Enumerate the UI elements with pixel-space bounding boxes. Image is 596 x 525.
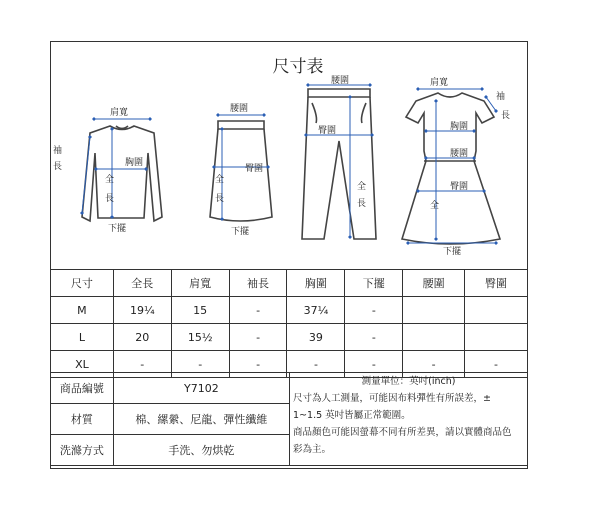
note-line: 1~1.5 英吋皆屬正常範圍。 <box>293 410 411 421</box>
table-cell: - <box>171 351 229 378</box>
table-cell: 15½ <box>171 324 229 351</box>
dress-chest-label: 胸圍 <box>450 122 469 132</box>
wash-value: 手洗、勿烘乾 <box>113 435 289 466</box>
skirt-hip-label: 臀圍 <box>245 164 264 174</box>
table-cell: 15 <box>171 297 229 324</box>
table-row <box>51 324 528 351</box>
dress-sleeve-label-2: 長 <box>501 111 511 121</box>
header-cell: 全長 <box>113 270 171 297</box>
table-cell: - <box>345 351 403 378</box>
table-cell: - <box>287 351 345 378</box>
table-cell: XL <box>51 351 114 378</box>
size-table <box>50 269 528 378</box>
table-cell: L <box>51 324 114 351</box>
table-header-row <box>51 270 528 297</box>
product-info-table <box>50 372 528 466</box>
product-code-label: 商品編號 <box>51 373 114 404</box>
pants-waist-label: 腰圍 <box>331 76 350 86</box>
table-cell: M <box>51 297 114 324</box>
top-shoulder-label: 肩寬 <box>110 108 129 118</box>
pants-waistband <box>308 89 370 97</box>
top-hem-label: 下擺 <box>108 224 127 234</box>
pants-length-label-2: 長 <box>357 199 367 209</box>
table-cell: - <box>345 297 403 324</box>
pants-length-label-1: 全 <box>357 182 367 192</box>
top-outline <box>82 126 162 221</box>
skirt-waistband <box>218 121 264 129</box>
product-code-value: Y7102 <box>113 373 289 404</box>
header-cell: 尺寸 <box>51 270 114 297</box>
skirt-length-label-1: 全 <box>215 175 225 185</box>
note-line: 尺寸為人工測量，可能因布料彈性有所誤差，± <box>293 393 492 404</box>
material-value: 棉、縲縈、尼龍、彈性纖維 <box>113 404 289 435</box>
table-cell <box>465 324 528 351</box>
dress-hem-label: 下擺 <box>443 247 462 257</box>
skirt-length-label-2: 長 <box>215 194 225 204</box>
table-cell: - <box>229 324 287 351</box>
header-cell: 袖長 <box>229 270 287 297</box>
note-line: 彩為主。 <box>293 444 332 455</box>
header-cell: 下擺 <box>345 270 403 297</box>
table-cell <box>465 297 528 324</box>
garment-diagrams <box>50 41 528 269</box>
skirt-hem-label: 下擺 <box>231 227 250 237</box>
table-cell <box>403 324 465 351</box>
table-cell: 20 <box>113 324 171 351</box>
top-length-label-2: 長 <box>105 194 115 204</box>
table-row <box>51 297 528 324</box>
unit-note: 測量單位：英吋(inch) <box>361 376 456 387</box>
wash-label: 洗滌方式 <box>51 435 114 466</box>
measurement-note <box>290 373 528 466</box>
top-sleeve-label-2: 長 <box>53 162 63 172</box>
table-cell: 39 <box>287 324 345 351</box>
pants-outline <box>302 97 376 239</box>
table-cell: - <box>229 297 287 324</box>
header-cell: 臀圍 <box>465 270 528 297</box>
header-cell: 肩寬 <box>171 270 229 297</box>
dress-hip-label: 臀圍 <box>450 182 469 192</box>
info-row <box>51 373 528 404</box>
table-cell <box>403 297 465 324</box>
table-cell: 19¼ <box>113 297 171 324</box>
table-cell: - <box>465 351 528 378</box>
top-length-label-1: 全 <box>105 175 115 185</box>
header-cell: 胸圍 <box>287 270 345 297</box>
dress-shoulder-label: 肩寬 <box>430 78 449 88</box>
table-cell: - <box>403 351 465 378</box>
page-title: 尺寸表 <box>272 57 324 77</box>
dress-waist-label: 腰圍 <box>450 149 469 159</box>
top-chest-label: 胸圍 <box>125 158 144 168</box>
dress-outline <box>402 93 500 244</box>
table-cell: - <box>113 351 171 378</box>
dress-sleeve-label-1: 袖 <box>496 92 506 102</box>
pants-hip-label: 臀圍 <box>318 126 337 136</box>
dress-length-label: 全 <box>430 201 440 211</box>
skirt-waist-label: 腰圍 <box>230 104 249 114</box>
table-cell: 37¼ <box>287 297 345 324</box>
header-cell: 腰圍 <box>403 270 465 297</box>
note-line: 商品顏色可能因螢幕不同有所差異，請以實體商品色 <box>293 427 512 438</box>
material-label: 材質 <box>51 404 114 435</box>
top-sleeve-label-1: 袖 <box>53 146 63 156</box>
table-cell: - <box>345 324 403 351</box>
table-cell: - <box>229 351 287 378</box>
